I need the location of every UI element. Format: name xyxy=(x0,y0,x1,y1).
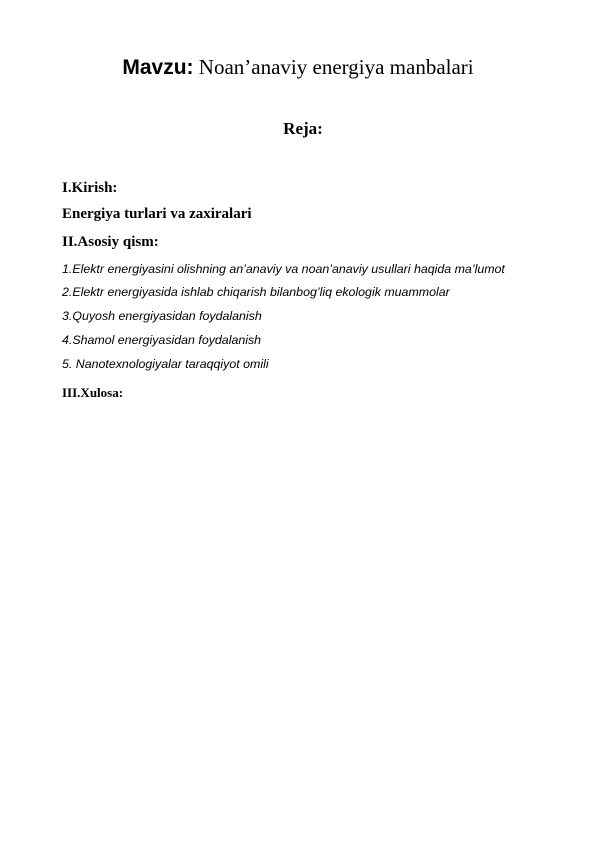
main-item-5: 5. Nanotexnologiyalar taraqqiyot omili xyxy=(62,357,269,371)
main-item-3: 3.Quyosh energiyasidan foydalanish xyxy=(62,309,262,323)
main-item-4: 4.Shamol energiyasidan foydalanish xyxy=(62,333,262,347)
intro-item: Energiya turlari va zaxiralari xyxy=(62,206,252,222)
plan-heading: Reja: xyxy=(283,119,323,138)
section-intro-heading: I.Kirish: xyxy=(62,180,118,196)
title-prefix: Mavzu: xyxy=(122,56,194,79)
section-main-heading: II.Asosiy qism: xyxy=(62,234,159,250)
title-text: Noan’anaviy energiya manbalari xyxy=(193,55,474,79)
document-title xyxy=(0,53,596,82)
main-item-1: 1.Elektr energiyasini olishning an’anaviy va noan’anaviy usullari haqida ma’lumot xyxy=(62,262,505,276)
section-conclusion-heading: III.Xulosa: xyxy=(62,385,124,400)
main-item-2: 2.Elektr energiyasida ishlab chiqarish bilanbog’liq ekologik muammolar xyxy=(62,285,450,299)
